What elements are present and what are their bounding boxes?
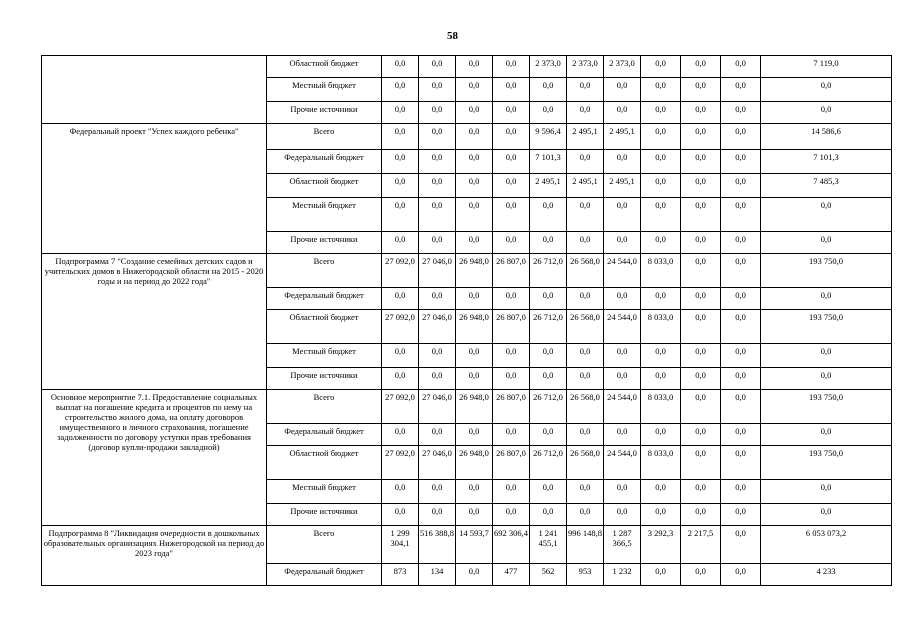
- year-value-cell: 0,0: [456, 78, 493, 102]
- total-value-cell: 0,0: [761, 368, 892, 390]
- year-value-cell: 0,0: [604, 344, 641, 368]
- year-value-cell: 0,0: [721, 446, 761, 480]
- funding-source-cell: Прочие источники: [267, 102, 382, 124]
- total-value-cell: 0,0: [761, 198, 892, 232]
- year-value-cell: 0,0: [382, 232, 419, 254]
- year-value-cell: 0,0: [382, 480, 419, 504]
- year-value-cell: 0,0: [641, 288, 681, 310]
- year-value-cell: 0,0: [382, 198, 419, 232]
- total-value-cell: 0,0: [761, 344, 892, 368]
- year-value-cell: 0,0: [382, 56, 419, 78]
- funding-source-cell: Всего: [267, 124, 382, 150]
- year-value-cell: 0,0: [419, 56, 456, 78]
- year-value-cell: 0,0: [419, 368, 456, 390]
- year-value-cell: 26 712,0: [530, 254, 567, 288]
- year-value-cell: 0,0: [530, 368, 567, 390]
- year-value-cell: 0,0: [419, 174, 456, 198]
- total-value-cell: 4 233: [761, 564, 892, 586]
- year-value-cell: 0,0: [681, 564, 721, 586]
- year-value-cell: 0,0: [721, 232, 761, 254]
- total-value-cell: 0,0: [761, 78, 892, 102]
- year-value-cell: 562: [530, 564, 567, 586]
- year-value-cell: 0,0: [567, 198, 604, 232]
- year-value-cell: 1 287 366,5: [604, 526, 641, 564]
- year-value-cell: 2 495,1: [604, 124, 641, 150]
- year-value-cell: 0,0: [721, 424, 761, 446]
- year-value-cell: 0,0: [530, 424, 567, 446]
- funding-source-cell: Прочие источники: [267, 368, 382, 390]
- funding-source-cell: Местный бюджет: [267, 480, 382, 504]
- year-value-cell: 26 568,0: [567, 254, 604, 288]
- year-value-cell: 0,0: [681, 288, 721, 310]
- year-value-cell: 0,0: [721, 344, 761, 368]
- year-value-cell: 0,0: [493, 344, 530, 368]
- year-value-cell: 0,0: [530, 504, 567, 526]
- year-value-cell: 0,0: [567, 78, 604, 102]
- funding-source-cell: Всего: [267, 254, 382, 288]
- funding-source-cell: Областной бюджет: [267, 446, 382, 480]
- total-value-cell: 0,0: [761, 480, 892, 504]
- year-value-cell: 0,0: [419, 424, 456, 446]
- year-value-cell: 0,0: [493, 424, 530, 446]
- year-value-cell: 953: [567, 564, 604, 586]
- year-value-cell: 1 241 455,1: [530, 526, 567, 564]
- year-value-cell: 0,0: [382, 288, 419, 310]
- year-value-cell: 0,0: [681, 344, 721, 368]
- budget-table: [41, 55, 892, 586]
- total-value-cell: 193 750,0: [761, 310, 892, 344]
- table-row: [42, 56, 892, 78]
- year-value-cell: 2 373,0: [604, 56, 641, 78]
- year-value-cell: 0,0: [721, 150, 761, 174]
- year-value-cell: 0,0: [641, 174, 681, 198]
- year-value-cell: 0,0: [604, 368, 641, 390]
- year-value-cell: 26 807,0: [493, 390, 530, 424]
- year-value-cell: 0,0: [567, 368, 604, 390]
- total-value-cell: 193 750,0: [761, 390, 892, 424]
- year-value-cell: 0,0: [567, 288, 604, 310]
- year-value-cell: 2 495,1: [530, 174, 567, 198]
- year-value-cell: 26 568,0: [567, 390, 604, 424]
- year-value-cell: 0,0: [456, 198, 493, 232]
- year-value-cell: 0,0: [382, 344, 419, 368]
- year-value-cell: 0,0: [721, 78, 761, 102]
- year-value-cell: 0,0: [456, 174, 493, 198]
- year-value-cell: 8 033,0: [641, 390, 681, 424]
- year-value-cell: 0,0: [493, 198, 530, 232]
- year-value-cell: 0,0: [641, 368, 681, 390]
- year-value-cell: 26 948,0: [456, 310, 493, 344]
- funding-source-cell: Прочие источники: [267, 232, 382, 254]
- year-value-cell: 0,0: [456, 344, 493, 368]
- year-value-cell: 0,0: [456, 368, 493, 390]
- year-value-cell: 0,0: [382, 102, 419, 124]
- year-value-cell: 26 568,0: [567, 310, 604, 344]
- year-value-cell: 0,0: [456, 150, 493, 174]
- total-value-cell: 14 586,6: [761, 124, 892, 150]
- year-value-cell: 26 807,0: [493, 446, 530, 480]
- table-row: [42, 390, 892, 424]
- year-value-cell: 0,0: [456, 504, 493, 526]
- year-value-cell: 0,0: [456, 124, 493, 150]
- year-value-cell: 0,0: [382, 174, 419, 198]
- year-value-cell: 0,0: [604, 102, 641, 124]
- year-value-cell: 8 033,0: [641, 310, 681, 344]
- year-value-cell: 0,0: [721, 480, 761, 504]
- year-value-cell: 3 292,3: [641, 526, 681, 564]
- year-value-cell: 692 306,4: [493, 526, 530, 564]
- year-value-cell: 0,0: [419, 344, 456, 368]
- funding-source-cell: Местный бюджет: [267, 198, 382, 232]
- year-value-cell: 0,0: [493, 368, 530, 390]
- year-value-cell: 0,0: [456, 56, 493, 78]
- year-value-cell: 26 948,0: [456, 446, 493, 480]
- total-value-cell: 7 119,0: [761, 56, 892, 78]
- year-value-cell: 873: [382, 564, 419, 586]
- year-value-cell: 0,0: [567, 344, 604, 368]
- year-value-cell: 0,0: [721, 174, 761, 198]
- year-value-cell: 2 217,5: [681, 526, 721, 564]
- year-value-cell: 0,0: [493, 504, 530, 526]
- year-value-cell: 0,0: [641, 480, 681, 504]
- year-value-cell: 0,0: [604, 480, 641, 504]
- year-value-cell: 0,0: [641, 150, 681, 174]
- total-value-cell: 193 750,0: [761, 446, 892, 480]
- year-value-cell: 0,0: [456, 564, 493, 586]
- year-value-cell: 14 593,7: [456, 526, 493, 564]
- funding-source-cell: Местный бюджет: [267, 344, 382, 368]
- year-value-cell: 27 092,0: [382, 390, 419, 424]
- year-value-cell: 0,0: [721, 102, 761, 124]
- year-value-cell: 0,0: [681, 78, 721, 102]
- year-value-cell: 0,0: [530, 288, 567, 310]
- year-value-cell: 0,0: [681, 368, 721, 390]
- program-name-cell: Подпрограмма 8 "Ликвидация очередности в дошкольных образовательных организациях Нижегородской на период до 2023 года": [42, 526, 267, 586]
- year-value-cell: 0,0: [681, 254, 721, 288]
- year-value-cell: 0,0: [681, 198, 721, 232]
- year-value-cell: 0,0: [641, 56, 681, 78]
- year-value-cell: 0,0: [456, 232, 493, 254]
- year-value-cell: 0,0: [721, 526, 761, 564]
- table-row: [42, 526, 892, 564]
- year-value-cell: 27 092,0: [382, 254, 419, 288]
- year-value-cell: 0,0: [419, 78, 456, 102]
- year-value-cell: 26 948,0: [456, 254, 493, 288]
- funding-source-cell: Федеральный бюджет: [267, 564, 382, 586]
- funding-source-cell: Областной бюджет: [267, 174, 382, 198]
- program-name-cell: [42, 56, 267, 124]
- year-value-cell: 0,0: [641, 78, 681, 102]
- year-value-cell: 0,0: [721, 368, 761, 390]
- year-value-cell: 2 495,1: [604, 174, 641, 198]
- program-name-cell: Федеральный проект "Успех каждого ребенка": [42, 124, 267, 254]
- year-value-cell: 0,0: [382, 504, 419, 526]
- year-value-cell: 2 495,1: [567, 124, 604, 150]
- funding-source-cell: Федеральный бюджет: [267, 150, 382, 174]
- year-value-cell: 0,0: [456, 102, 493, 124]
- table-row: [42, 254, 892, 288]
- year-value-cell: 0,0: [604, 150, 641, 174]
- year-value-cell: 0,0: [681, 56, 721, 78]
- year-value-cell: 0,0: [456, 424, 493, 446]
- year-value-cell: 0,0: [681, 150, 721, 174]
- year-value-cell: 0,0: [641, 124, 681, 150]
- year-value-cell: 26 712,0: [530, 390, 567, 424]
- year-value-cell: 0,0: [419, 150, 456, 174]
- total-value-cell: 7 101,3: [761, 150, 892, 174]
- year-value-cell: 26 568,0: [567, 446, 604, 480]
- program-name-cell: Подпрограмма 7 "Создание семейных детских садов и учительских домов в Нижегородской области на 2015 - 2020 годы и на период до 2022 года": [42, 254, 267, 390]
- year-value-cell: 0,0: [419, 124, 456, 150]
- year-value-cell: 0,0: [604, 198, 641, 232]
- funding-source-cell: Федеральный бюджет: [267, 424, 382, 446]
- year-value-cell: 27 046,0: [419, 446, 456, 480]
- table-row: [42, 124, 892, 150]
- total-value-cell: 193 750,0: [761, 254, 892, 288]
- year-value-cell: 0,0: [530, 344, 567, 368]
- year-value-cell: 8 033,0: [641, 446, 681, 480]
- year-value-cell: 0,0: [721, 564, 761, 586]
- funding-source-cell: Всего: [267, 526, 382, 564]
- year-value-cell: 0,0: [419, 288, 456, 310]
- page-number: 58: [447, 30, 458, 42]
- total-value-cell: 7 485,3: [761, 174, 892, 198]
- year-value-cell: 2 373,0: [567, 56, 604, 78]
- year-value-cell: 0,0: [681, 446, 721, 480]
- year-value-cell: 516 388,8: [419, 526, 456, 564]
- year-value-cell: 0,0: [567, 504, 604, 526]
- year-value-cell: 27 046,0: [419, 390, 456, 424]
- year-value-cell: 0,0: [721, 254, 761, 288]
- year-value-cell: 0,0: [493, 56, 530, 78]
- year-value-cell: 0,0: [493, 124, 530, 150]
- program-name-cell: Основное мероприятие 7.1. Предоставление социальных выплат на погашение кредита и процентов по нему на строительство жилого дома, на оплату договоров имущественного и личного страхования, погашение задолженности по договору уступки прав требования (договор купли-продажи закладной): [42, 390, 267, 526]
- year-value-cell: 0,0: [681, 424, 721, 446]
- year-value-cell: 27 046,0: [419, 254, 456, 288]
- year-value-cell: 26 807,0: [493, 254, 530, 288]
- year-value-cell: 0,0: [567, 150, 604, 174]
- year-value-cell: 0,0: [493, 102, 530, 124]
- year-value-cell: 24 544,0: [604, 310, 641, 344]
- year-value-cell: 0,0: [382, 78, 419, 102]
- year-value-cell: 0,0: [604, 78, 641, 102]
- year-value-cell: 0,0: [493, 480, 530, 504]
- year-value-cell: 0,0: [493, 78, 530, 102]
- year-value-cell: 0,0: [681, 310, 721, 344]
- total-value-cell: 0,0: [761, 288, 892, 310]
- year-value-cell: 26 807,0: [493, 310, 530, 344]
- year-value-cell: 0,0: [641, 344, 681, 368]
- year-value-cell: 0,0: [567, 102, 604, 124]
- year-value-cell: 0,0: [567, 424, 604, 446]
- year-value-cell: 0,0: [419, 102, 456, 124]
- year-value-cell: 0,0: [530, 232, 567, 254]
- funding-source-cell: Областной бюджет: [267, 56, 382, 78]
- year-value-cell: 0,0: [456, 480, 493, 504]
- year-value-cell: 0,0: [604, 232, 641, 254]
- year-value-cell: 0,0: [493, 288, 530, 310]
- year-value-cell: 0,0: [721, 56, 761, 78]
- funding-source-cell: Всего: [267, 390, 382, 424]
- funding-source-cell: Прочие источники: [267, 504, 382, 526]
- year-value-cell: 0,0: [604, 288, 641, 310]
- funding-source-cell: Федеральный бюджет: [267, 288, 382, 310]
- year-value-cell: 0,0: [382, 424, 419, 446]
- year-value-cell: 0,0: [456, 288, 493, 310]
- year-value-cell: 0,0: [721, 198, 761, 232]
- year-value-cell: 0,0: [419, 504, 456, 526]
- year-value-cell: 0,0: [641, 232, 681, 254]
- year-value-cell: 0,0: [641, 424, 681, 446]
- year-value-cell: 0,0: [382, 150, 419, 174]
- year-value-cell: 24 544,0: [604, 254, 641, 288]
- year-value-cell: 0,0: [681, 504, 721, 526]
- year-value-cell: 0,0: [681, 232, 721, 254]
- year-value-cell: 0,0: [681, 124, 721, 150]
- year-value-cell: 477: [493, 564, 530, 586]
- year-value-cell: 26 712,0: [530, 446, 567, 480]
- year-value-cell: 0,0: [681, 480, 721, 504]
- year-value-cell: 0,0: [641, 564, 681, 586]
- year-value-cell: 2 373,0: [530, 56, 567, 78]
- year-value-cell: 0,0: [530, 78, 567, 102]
- year-value-cell: 0,0: [530, 480, 567, 504]
- year-value-cell: 0,0: [493, 174, 530, 198]
- year-value-cell: 7 101,3: [530, 150, 567, 174]
- year-value-cell: 1 232: [604, 564, 641, 586]
- year-value-cell: 0,0: [681, 102, 721, 124]
- year-value-cell: 8 033,0: [641, 254, 681, 288]
- year-value-cell: 0,0: [681, 390, 721, 424]
- year-value-cell: 0,0: [493, 150, 530, 174]
- total-value-cell: 0,0: [761, 504, 892, 526]
- year-value-cell: 0,0: [382, 124, 419, 150]
- year-value-cell: 0,0: [641, 504, 681, 526]
- total-value-cell: 0,0: [761, 232, 892, 254]
- funding-source-cell: Местный бюджет: [267, 78, 382, 102]
- year-value-cell: 0,0: [641, 198, 681, 232]
- year-value-cell: 1 299 304,1: [382, 526, 419, 564]
- funding-source-cell: Областной бюджет: [267, 310, 382, 344]
- year-value-cell: 27 092,0: [382, 446, 419, 480]
- year-value-cell: 0,0: [419, 480, 456, 504]
- year-value-cell: 0,0: [493, 232, 530, 254]
- year-value-cell: 0,0: [530, 198, 567, 232]
- year-value-cell: 0,0: [419, 232, 456, 254]
- year-value-cell: 0,0: [419, 198, 456, 232]
- year-value-cell: 24 544,0: [604, 446, 641, 480]
- year-value-cell: 0,0: [721, 390, 761, 424]
- year-value-cell: 2 495,1: [567, 174, 604, 198]
- year-value-cell: 0,0: [567, 480, 604, 504]
- year-value-cell: 0,0: [721, 124, 761, 150]
- year-value-cell: 26 948,0: [456, 390, 493, 424]
- year-value-cell: 0,0: [721, 504, 761, 526]
- year-value-cell: 0,0: [604, 424, 641, 446]
- year-value-cell: 996 148,8: [567, 526, 604, 564]
- total-value-cell: 0,0: [761, 424, 892, 446]
- year-value-cell: 27 046,0: [419, 310, 456, 344]
- year-value-cell: 24 544,0: [604, 390, 641, 424]
- year-value-cell: 0,0: [567, 232, 604, 254]
- year-value-cell: 27 092,0: [382, 310, 419, 344]
- year-value-cell: 26 712,0: [530, 310, 567, 344]
- year-value-cell: 0,0: [530, 102, 567, 124]
- year-value-cell: 0,0: [604, 504, 641, 526]
- year-value-cell: 0,0: [681, 174, 721, 198]
- year-value-cell: 0,0: [721, 310, 761, 344]
- year-value-cell: 0,0: [641, 102, 681, 124]
- total-value-cell: 0,0: [761, 102, 892, 124]
- year-value-cell: 0,0: [721, 288, 761, 310]
- year-value-cell: 134: [419, 564, 456, 586]
- year-value-cell: 9 596,4: [530, 124, 567, 150]
- total-value-cell: 6 053 073,2: [761, 526, 892, 564]
- year-value-cell: 0,0: [382, 368, 419, 390]
